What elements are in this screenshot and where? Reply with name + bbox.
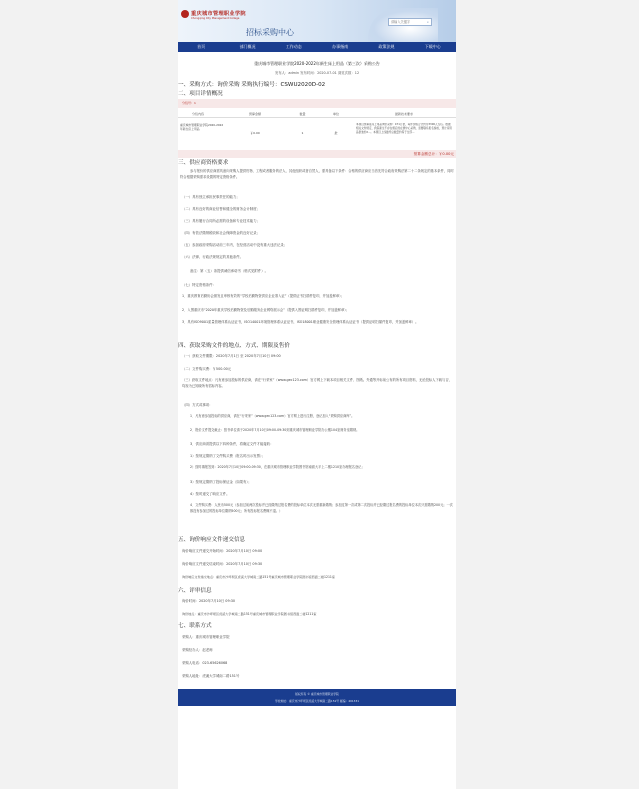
cell-unit: 批 bbox=[334, 131, 338, 135]
col-quantity: 数量 bbox=[299, 112, 306, 116]
footer-copyright: 版权所有 © 重庆城市管理职业学院 bbox=[295, 692, 339, 696]
budget-total: 预算金额总计：￥0.00元 bbox=[413, 151, 454, 156]
school-name[interactable]: 重庆城市管理职业学院 bbox=[191, 11, 246, 17]
main-nav bbox=[178, 42, 456, 52]
qual-item: （七）特定资格条件： bbox=[182, 283, 216, 287]
doc-item: 4）按时递交了响应文件。 bbox=[190, 492, 230, 496]
col-tech: 最新技术要求 bbox=[394, 112, 413, 116]
submission-item: 询价响应文件递交地点：重庆市沙坪坝区虎溪大学城南二路151号重庆城市管理职业学院图书馆西面二楼1211室 bbox=[182, 575, 335, 579]
qual-item: 1．重庆教育后勤协会颁发且审核有效的“学校后勤物资供应企业准入证”（提供证书扫描件复印，并加盖鲜章）； bbox=[182, 294, 345, 298]
doc-item: 1．凡有意参加投标的供应商，请在“行采家”（www.gec123.com）官方网上进行注册，登记加入“采购供应商库”。 bbox=[190, 414, 355, 418]
col-budget: 预算金额 bbox=[248, 112, 261, 116]
doc-item: （二）文件购买费：￥500.00元 bbox=[182, 367, 232, 371]
col-unit: 单位 bbox=[332, 112, 339, 116]
doc-item: 1）按规定缴纳了文件购买费（报名时出示发票）； bbox=[190, 454, 266, 458]
package-number: 分包号：1 bbox=[178, 99, 456, 108]
page bbox=[178, 0, 456, 789]
budget-total-bar bbox=[178, 150, 456, 158]
doc-item: （一）获取文件期限：2020年7月1日 至 2020年7月10日 09:00 bbox=[182, 354, 281, 358]
qual-item: （一）具有独立承担民事责任的能力； bbox=[182, 195, 240, 199]
footer bbox=[178, 689, 456, 706]
cell-tech: 本项目预算是床上用品询价采购：471万套，每件价格合计约为3300人左右。根据相关文件规定，我院新生不存在相应的在源中心采购，需要联系报名参加，预计床用品套装约2...。本项目上线最终总数量约等于全部... bbox=[356, 123, 452, 134]
nav-home[interactable]: 首页 bbox=[197, 44, 206, 49]
cell-budget: ￥0.00 bbox=[250, 131, 260, 135]
review-item: 询价时间：2020年7月10日 09:30 bbox=[182, 599, 236, 603]
doc-item: 4．文件购买费：人民币500元（参加过前两次投标并已经缴纳过报名费的投标单位本次无需重新缴纳；参加过第一次或第二次投标并已经缴过报名费的投标单位本次只需缴纳200元；一次都没有参加过的投标单位缴纳500元；所有投标报名费概不退。） bbox=[190, 503, 453, 513]
table-row bbox=[178, 119, 456, 149]
review-item: 询价地点：重庆市沙坪坝区虎溪大学城南二路151号重庆城市管理职业学院图书馆西面二楼1211室 bbox=[182, 612, 317, 616]
submission-item: 询价响应文件递交结束时间：2020年7月10日 09:30 bbox=[182, 562, 263, 566]
article bbox=[178, 52, 456, 679]
site-title: 招标采购中心 bbox=[246, 28, 294, 37]
doc-item: （三）获取文件地点：凡有意参加投标的供应商，请在“行采家”（www.gec123.com）官方网上下载本项目相关文件、图纸。外通等开标前公布的所有项目资料，无论投标人下载与否，均视为已知晓所有招标内容。 bbox=[182, 378, 452, 388]
project-table bbox=[178, 99, 456, 161]
doc-item: 2）按时填报签到：2020年7月10日09:00-09:30，在重庆城市管理职业学院图书馆南面大平上二楼1210室办理报名登记； bbox=[190, 465, 365, 469]
section-contact: 七、联系方式 bbox=[178, 623, 212, 629]
col-content: 分包内容 bbox=[191, 112, 204, 116]
cell-content: 重庆城市管理职业学院2020-2022年新生床上用品 bbox=[180, 123, 224, 131]
footer-address: 学校地址：重庆市沙坪坝区虎溪大学城南二路151号 邮编：401331 bbox=[274, 699, 360, 703]
submission-item: 询价响应文件递交开始时间：2020年7月10日 09:00 bbox=[182, 549, 263, 553]
header-banner bbox=[178, 0, 456, 42]
contact-item: 采购人：重庆城市管理职业学院 bbox=[182, 635, 230, 639]
school-name-en: Chongqing City Management College bbox=[191, 17, 240, 20]
search-box bbox=[388, 18, 432, 26]
cell-quantity: 1 bbox=[301, 131, 304, 135]
section-obtain-documents: 四、获取采购文件的地点、方式、期限及售价 bbox=[178, 343, 290, 349]
nav-guide[interactable]: 办事指南 bbox=[332, 44, 349, 49]
nav-news[interactable]: 工作动态 bbox=[285, 44, 302, 49]
article-meta: 发布人：admin 发布时间：2020-07-01 浏览次数：12 bbox=[274, 71, 360, 75]
search-icon[interactable]: ⌕ bbox=[427, 20, 429, 24]
nav-department[interactable]: 部门概况 bbox=[239, 44, 256, 49]
qual-item: （三）具有履行合同所必需的设备和专业技术能力； bbox=[182, 219, 260, 223]
qual-item: （二）具有良好的商业信誉和健全的财务会计制度； bbox=[182, 207, 260, 211]
article-title: 重庆城市管理职业学院2020-2022年新生床上用品（第三次）采购公告 bbox=[254, 61, 380, 66]
qual-item: （四）有依法缴纳税收和社会保障资金的良好记录； bbox=[182, 231, 260, 235]
nav-policy[interactable]: 政策法规 bbox=[378, 44, 395, 49]
search-input[interactable] bbox=[389, 19, 425, 25]
section-submission: 五、询价响应文件递交信息 bbox=[178, 537, 246, 543]
doc-item: （四）方式或事项： bbox=[182, 403, 213, 407]
qual-item: （六）法律、行政法规规定的其他条件。 bbox=[182, 255, 244, 259]
doc-item: 3．供应商须提供以下四种条件，将确定文件才能接收： bbox=[190, 442, 274, 446]
qual-item: 2．入围重庆市“2020年重庆学校后勤物资及后勤服务企业网络展示会”（提供入围证明扫描件复印，并加盖鲜章）； bbox=[182, 308, 350, 312]
contact-item: 采购人电话：023-65626068 bbox=[182, 661, 228, 665]
procurement-method: 一、采购方式：询价采购 采购执行编号：CSWU2020D-02 bbox=[178, 82, 326, 88]
contact-item: 采购人地址：虎溪大学城南二路151号 bbox=[182, 674, 240, 678]
school-logo-icon[interactable] bbox=[181, 10, 189, 18]
nav-download[interactable]: 下载中心 bbox=[424, 44, 441, 49]
qual-item: 3．具有ISO9001质量管理体系认证证书，ISO14001环境管理体系认证证书，ISO18001职业健康安全管理体系认证证书（提供证明扫描件复印，并加盖鲜章）。 bbox=[182, 320, 419, 324]
doc-item: 2．报价文件提交截止：按书单位请于2020年7月10日09:00-09:30到重庆城市管理职业学院办公楼104室财务室缴纳。 bbox=[190, 428, 360, 432]
qual-item: （五）参加政府采购活动前三年内，在经营活动中没有重大违法记录； bbox=[182, 243, 288, 247]
section-review: 六、评审信息 bbox=[178, 588, 212, 594]
table-header-row bbox=[178, 110, 456, 118]
section-qualifications: 三、供应商资格要求 bbox=[178, 160, 229, 166]
contact-item: 采购经办人：赵老师 bbox=[182, 648, 213, 652]
doc-item: 3）按规定缴纳了投标保证金（如果有）； bbox=[190, 480, 252, 484]
qual-intro: 参与报价的供应商需具备向采购人提供货物、工程或者服务的法人、其他组织或者自然人，需具备以下条件：合格的供应商应当首先符合政府采购法第二十二条规定的基本条件，同时符合根据采购需求设置的特定资格条件。 bbox=[180, 169, 454, 179]
qual-note: 备注：第（五）条提供诚信承诺书（格式见附件）。 bbox=[190, 269, 268, 273]
section-project-details: 二、项目详情概况 bbox=[178, 91, 223, 97]
